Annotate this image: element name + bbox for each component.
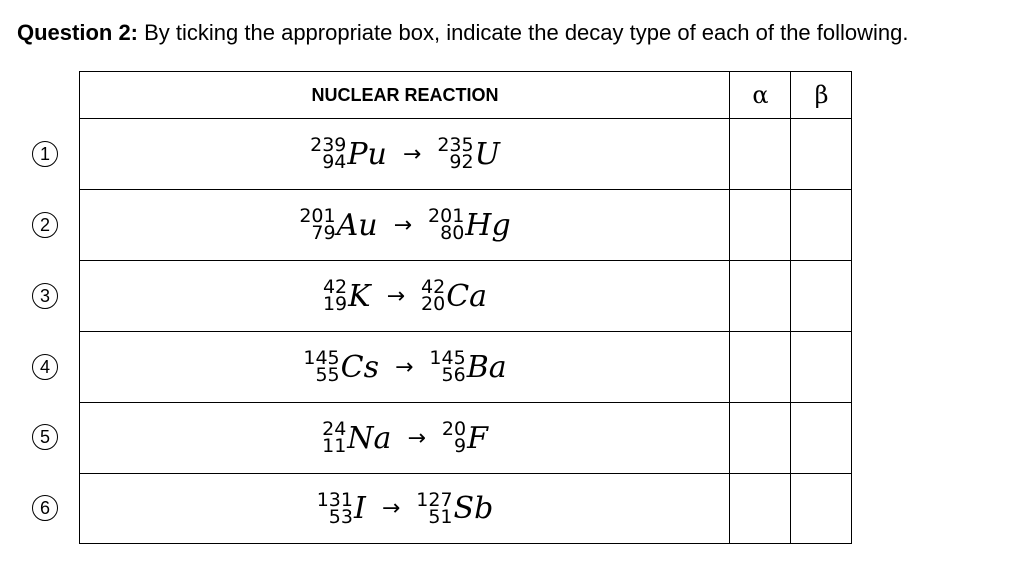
reaction-equation (80, 403, 730, 473)
row-number-3: 3 (32, 283, 58, 309)
question-instruction: By ticking the appropriate box, indicate the decay type of each of the following. (138, 20, 909, 45)
table-row (80, 261, 851, 332)
atomic-number: 79 (311, 222, 336, 244)
beta-checkbox[interactable] (791, 190, 852, 260)
parent-nuclide (322, 276, 371, 315)
mass-number: 239 (310, 134, 347, 156)
element-symbol: Au (336, 207, 378, 243)
element-symbol: Ba (466, 349, 507, 385)
table-header-row (80, 72, 851, 119)
header-alpha: α (752, 81, 769, 109)
atomic-number: 19 (322, 293, 348, 315)
reaction-arrow: → (381, 496, 401, 521)
reaction-equation (80, 261, 730, 331)
atomic-number: 51 (428, 505, 453, 528)
mass-number: 235 (437, 134, 474, 156)
mass-number: 42 (421, 276, 446, 298)
row-number-2: 2 (32, 212, 58, 238)
alpha-checkbox[interactable] (730, 119, 791, 189)
reaction-equation (80, 474, 730, 543)
atomic-number: 9 (453, 435, 467, 457)
alpha-checkbox[interactable] (730, 190, 791, 260)
daughter-nuclide (437, 134, 500, 173)
daughter-nuclide (416, 488, 494, 528)
reaction-arrow: → (402, 141, 422, 167)
reaction-arrow: → (407, 425, 426, 451)
reaction-arrow: → (386, 283, 405, 309)
atomic-number: 92 (449, 151, 474, 173)
mass-number: 42 (322, 276, 348, 298)
row-number-6: 6 (32, 495, 58, 521)
table-row (80, 403, 851, 474)
alpha-checkbox[interactable] (730, 261, 791, 331)
table-row (80, 119, 851, 190)
reaction-equation (80, 332, 730, 402)
table-row (80, 332, 851, 403)
header-nuclear-reaction: NUCLEAR REACTION (311, 84, 499, 105)
atomic-number: 56 (441, 364, 466, 386)
decay-table (79, 71, 852, 544)
table-row (80, 474, 851, 543)
daughter-nuclide (441, 418, 488, 457)
table-row (80, 190, 851, 261)
row-number-1: 1 (32, 141, 58, 167)
mass-number: 145 (303, 347, 340, 369)
daughter-nuclide (421, 276, 488, 315)
mass-number: 201 (428, 205, 465, 227)
element-symbol: Sb (453, 491, 494, 526)
beta-checkbox[interactable] (791, 403, 852, 473)
daughter-nuclide (429, 347, 507, 386)
parent-nuclide (316, 488, 366, 528)
atomic-number: 55 (315, 364, 340, 386)
mass-number: 24 (322, 418, 347, 440)
atomic-number: 20 (421, 293, 446, 315)
mass-number: 20 (441, 418, 467, 440)
element-symbol: Na (347, 420, 392, 456)
parent-nuclide (310, 134, 387, 173)
element-symbol: F (467, 420, 488, 456)
atomic-number: 80 (440, 222, 465, 244)
alpha-checkbox[interactable] (730, 403, 791, 473)
reaction-arrow: → (394, 354, 414, 380)
alpha-checkbox[interactable] (730, 332, 791, 402)
question-text (17, 20, 909, 46)
element-symbol: Pu (347, 136, 387, 172)
beta-checkbox[interactable] (791, 119, 852, 189)
daughter-nuclide (428, 205, 511, 244)
atomic-number: 11 (322, 435, 347, 457)
element-symbol: Cs (340, 349, 379, 385)
element-symbol: Hg (465, 207, 511, 243)
reaction-equation (80, 190, 730, 260)
row-number-4: 4 (32, 354, 58, 380)
question-label: Question 2: (17, 20, 139, 45)
mass-number: 127 (416, 488, 453, 511)
reaction-arrow: → (393, 212, 413, 238)
alpha-checkbox[interactable] (730, 474, 791, 543)
beta-checkbox[interactable] (791, 332, 852, 402)
mass-number: 201 (299, 205, 336, 227)
header-beta: β (814, 81, 829, 109)
reaction-equation (80, 119, 730, 189)
beta-checkbox[interactable] (791, 261, 852, 331)
parent-nuclide (322, 418, 392, 457)
element-symbol: Ca (446, 278, 488, 314)
mass-number: 145 (429, 347, 466, 369)
atomic-number: 94 (322, 151, 347, 173)
element-symbol: U (474, 136, 500, 172)
parent-nuclide (299, 205, 378, 244)
element-symbol: K (348, 278, 371, 314)
row-number-5: 5 (32, 424, 58, 450)
atomic-number: 53 (328, 505, 353, 528)
element-symbol: I (353, 491, 366, 526)
beta-checkbox[interactable] (791, 474, 852, 543)
parent-nuclide (303, 347, 379, 386)
mass-number: 131 (316, 488, 353, 511)
